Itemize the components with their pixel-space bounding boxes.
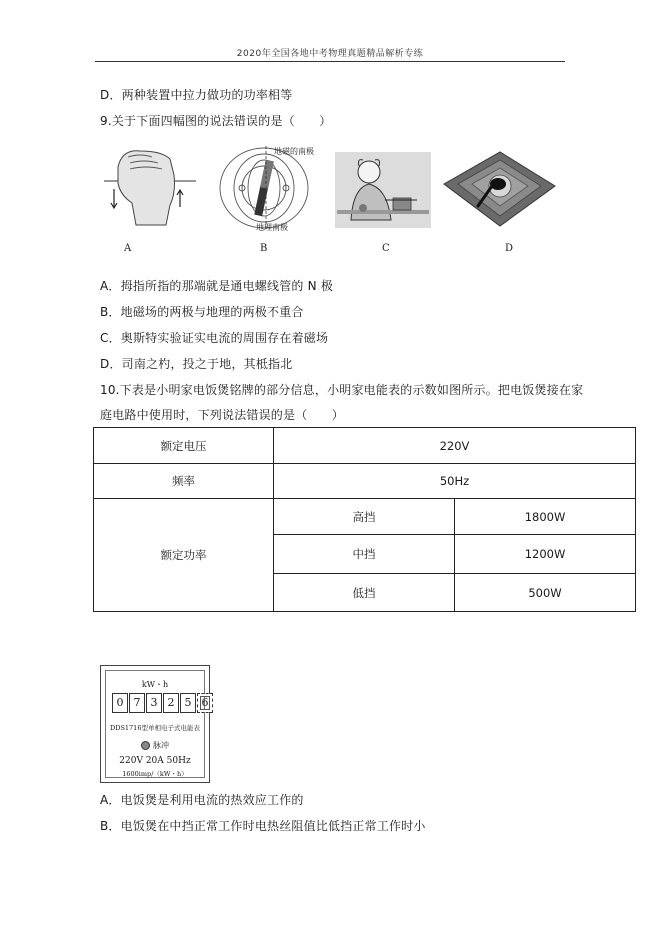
- meter-pulse-indicator: [106, 740, 204, 751]
- figure-label-a: A: [124, 243, 132, 254]
- q9-option-b: B．地磁场的两极与地理的两极不重合: [100, 305, 304, 319]
- gear-mid-label: 中挡: [274, 535, 455, 574]
- meter-spec: 220V 20A 50Hz: [119, 756, 191, 766]
- table-row: [94, 499, 636, 535]
- solenoid-hand-illustration: [100, 145, 200, 230]
- q10-stem-line-2: 庭电路中使用时，下列说法错误的是（ ）: [100, 408, 345, 422]
- pulse-light-icon: [141, 741, 150, 750]
- figure-d-sinan-compass: [442, 150, 557, 228]
- meter-digit-decimal: 6: [197, 693, 213, 713]
- figure-b-top-label: 地磁的南极: [274, 147, 314, 156]
- rated-voltage-value: 220V: [274, 428, 636, 464]
- frequency-value: 50Hz: [274, 464, 636, 499]
- rated-voltage-label: 额定电压: [94, 428, 274, 464]
- oersted-scientist-illustration: [333, 150, 433, 230]
- figure-b-geomagnetic-field: [216, 142, 336, 234]
- gear-low-power: 500W: [455, 574, 636, 612]
- figure-label-c: C: [382, 243, 390, 254]
- electric-energy-meter: [100, 665, 210, 783]
- meter-digit: 0: [112, 693, 128, 713]
- gear-high-label: 高挡: [274, 499, 455, 535]
- meter-digit: 5: [180, 693, 196, 713]
- sinan-spoon-illustration: [442, 150, 557, 228]
- q10-option-a: A．电饭煲是利用电流的热效应工作的: [100, 793, 304, 807]
- q9-stem: 9.关于下面四幅图的说法错误的是（ ）: [100, 114, 332, 128]
- figure-label-d: D: [505, 243, 514, 254]
- meter-imp-constant: 1600imp/（kW・h）: [122, 770, 188, 778]
- q8-option-d: D．两种装置中拉力做功的功率相等: [100, 88, 293, 102]
- figure-a-solenoid-hand: [100, 145, 200, 230]
- rated-power-label: 额定功率: [94, 499, 274, 612]
- page-header: 2020年全国各地中考物理真题精品解析专练: [236, 49, 424, 59]
- gear-low-label: 低挡: [274, 574, 455, 612]
- gear-mid-power: 1200W: [455, 535, 636, 574]
- frequency-label: 频率: [94, 464, 274, 499]
- table-row: [94, 464, 636, 499]
- q10-stem-line-1: 10.下表是小明家电饭煲铭牌的部分信息，小明家电能表的示数如图所示。把电饭煲接在家: [100, 383, 584, 397]
- q9-option-d: D．司南之杓，投之于地，其柢指北: [100, 357, 293, 371]
- gear-high-power: 1800W: [455, 499, 636, 535]
- figure-label-b: B: [260, 243, 268, 254]
- q9-option-c: C．奥斯特实验证实电流的周围存在着磁场: [100, 331, 329, 345]
- meter-digit: 3: [146, 693, 162, 713]
- rice-cooker-spec-table: [93, 427, 636, 612]
- table-row: [94, 428, 636, 464]
- header-divider: [95, 61, 565, 62]
- meter-digit: 7: [129, 693, 145, 713]
- q10-option-b: B．电饭煲在中挡正常工作时电热丝阻值比低挡正常工作时小: [100, 819, 426, 833]
- pulse-label: 脉冲: [153, 741, 169, 750]
- meter-model: DDS1716型单相电子式电能表: [110, 724, 200, 732]
- meter-reading: [112, 693, 214, 713]
- figure-c-oersted-experiment: [333, 150, 433, 230]
- meter-face: [105, 670, 209, 778]
- meter-unit: kW・h: [141, 680, 169, 689]
- meter-digit: 2: [163, 693, 179, 713]
- figure-b-bottom-label: 地理南极: [256, 223, 288, 232]
- q9-option-a: A．拇指所指的那端就是通电螺线管的 N 极: [100, 279, 334, 293]
